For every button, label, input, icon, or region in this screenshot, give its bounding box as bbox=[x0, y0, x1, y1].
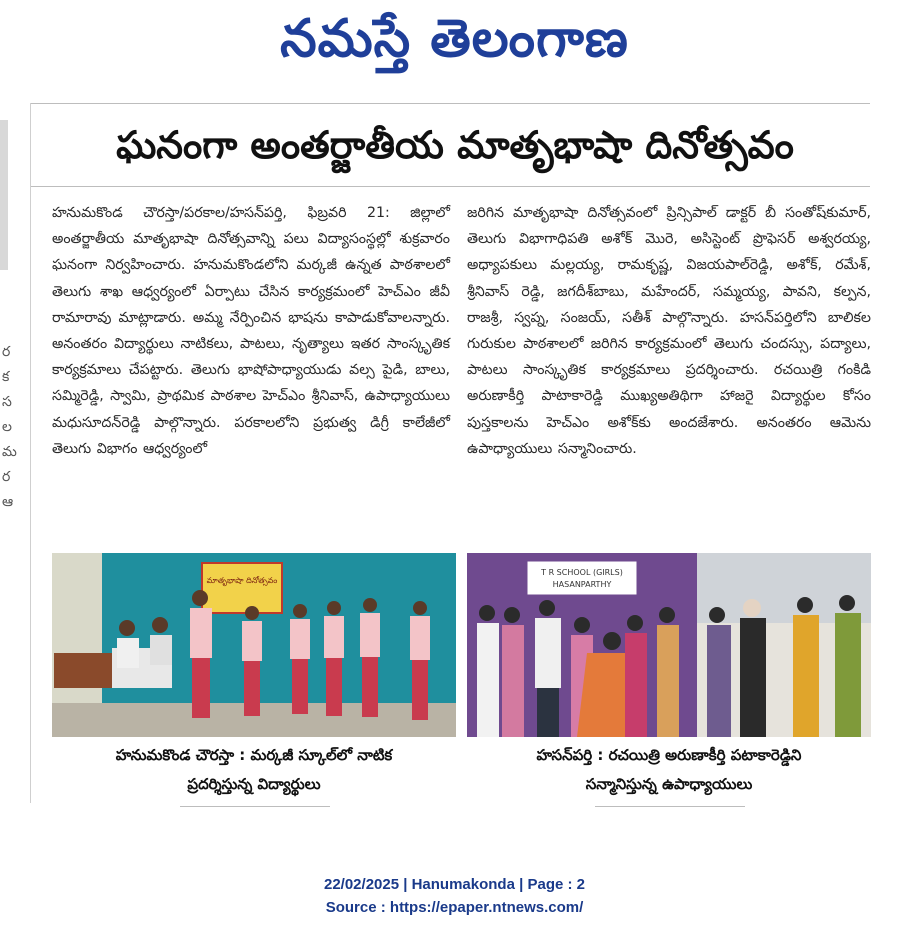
right-photo-banner-line1: T R SCHOOL (GIRLS) bbox=[541, 568, 623, 577]
strip-glyph: ల bbox=[2, 419, 12, 435]
adjacent-article-strip bbox=[0, 100, 22, 790]
strip-glyph: ఆ bbox=[2, 494, 14, 510]
strip-glyph: మ bbox=[2, 444, 17, 460]
right-caption-rule bbox=[595, 806, 745, 807]
article-right-column: జరిగిన మాతృభాషా దినోత్సవంలో ప్రిన్సిపాల్ డాక్టర్ బీ సంతోష్‌కుమార్, తెలుగు విభాగాధిపతి అశోక్ మొరె, అసిస్టెంట్ ప్రొఫెసర్ అశ్వరయ్య, అధ్యాపకులు మల్లయ్య, రామకృష్ణ, విజయపాల్‌రెడ్డి, అశోక్, రమేశ్, శ్రీనివాస్ రెడ్డి, జగదీశ్‌బాబు, మహేందర్, సమ్మయ్య, పావని, కల్పన, రాజశ్రీ, స్వప్న, సంజయ్, సతీశ్ పాల్గొన్నారు. హసన్‌పర్తిలోని బాలికల గురుకుల పాఠశాలలో జరిగిన కార్యక్రమంలో తెలుగు చందస్సు, పద్యాలు, పాటలు సాంస్కృతిక కార్యక్రమాలు ప్రదర్శించారు. రచయిత్రి గంకిడి అరుణాకీర్తి పాటాకారెడ్డి ముఖ్యఅతిథిగా హాజరై విద్యార్థుల కోసం పుస్తకాలను హెచ్‌ఎం అశోక్‌కు అందజేశారు. అనంతరం ఆమెను ఉపాధ్యాయులు సన్మానించారు. bbox=[467, 205, 871, 457]
adjacent-text-glyphs bbox=[2, 340, 17, 515]
article-headline: ఘనంగా అంతర్జాతీయ మాతృభాషా దినోత్సవం bbox=[116, 123, 794, 167]
headline-rule bbox=[30, 186, 870, 187]
top-rule bbox=[30, 103, 870, 104]
strip-glyph: స bbox=[2, 394, 12, 410]
photo-felicitation bbox=[467, 553, 871, 737]
strip-glyph: ర bbox=[2, 344, 11, 360]
left-caption-rule bbox=[180, 806, 330, 807]
adjacent-photo-sliver bbox=[0, 120, 8, 270]
strip-glyph: ర bbox=[2, 469, 11, 485]
right-photo-caption bbox=[467, 741, 871, 799]
left-photo-caption bbox=[52, 741, 456, 799]
article-left-column: హనుమకొండ చౌరస్తా/పరకాల/హసన్‌పర్తి, ఫిబ్రవరి 21: జిల్లాలో అంతర్జాతీయ మాతృభాషా దినోత్సవాన్ని పలు విద్యాసంస్థల్లో శుక్రవారం ఘనంగా నిర్వహించారు. హనుమకొండలోని మర్కజీ ఉన్నత పాఠశాలలో తెలుగు శాఖ ఆధ్వర్యంలో ఏర్పాటు చేసిన కార్యక్రమంలో హెచ్‌ఎం జీవీ రామారావు మాట్లాడారు. అమ్మ నేర్పించిన భాషను కాపాడుకోవాలన్నారు. అనంతరం విద్యార్థులు నాటికలు, పాటలు, నృత్యాలు ఇతర సాంస్కృతిక కార్యక్రమాలు చేపట్టారు. తెలుగు భాషోపాధ్యాయుడు వల్స పైడి, బాలు, సమ్మిరెడ్డి, స్వామి, ప్రాథమిక పాఠశాల హెచ్‌ఎం శ్రీనివాస్, ఉపాధ్యాయులు మధుసూదన్‌రెడ్డి పాల్గొన్నారు. పరకాలలోని ప్రభుత్వ డిగ్రీ కాలేజీలో తెలుగు విభాగం ఆధ్వర్యంలో bbox=[52, 205, 450, 457]
left-border-rule bbox=[30, 103, 31, 803]
right-caption-line1: హసన్‌పర్తి : రచయిత్రి అరుణాకీర్తి పటాకారెడ్డిని bbox=[536, 746, 802, 764]
left-caption-line1: హనుమకొండ చౌరస్తా : మర్కజీ స్కూల్‌లో నాటిక bbox=[115, 746, 393, 764]
masthead-title: నమస్తే తెలంగాణ bbox=[280, 8, 629, 69]
left-caption-line2: ప్రదర్శిస్తున్న విద్యార్థులు bbox=[187, 775, 321, 793]
footer-source[interactable]: Source : https://epaper.ntnews.com/ bbox=[325, 899, 584, 916]
photo-skit-students bbox=[52, 553, 456, 737]
strip-glyph: క bbox=[2, 369, 10, 385]
right-caption-line2: సన్మానిస్తున్న ఉపాధ్యాయులు bbox=[585, 775, 753, 793]
left-photo-banner: మాతృభాషా దినోత్సవం bbox=[206, 576, 278, 585]
right-photo-banner-line2: HASANPARTHY bbox=[552, 580, 612, 589]
footer-date-edition: 22/02/2025 | Hanumakonda | Page : 2 bbox=[323, 876, 585, 893]
